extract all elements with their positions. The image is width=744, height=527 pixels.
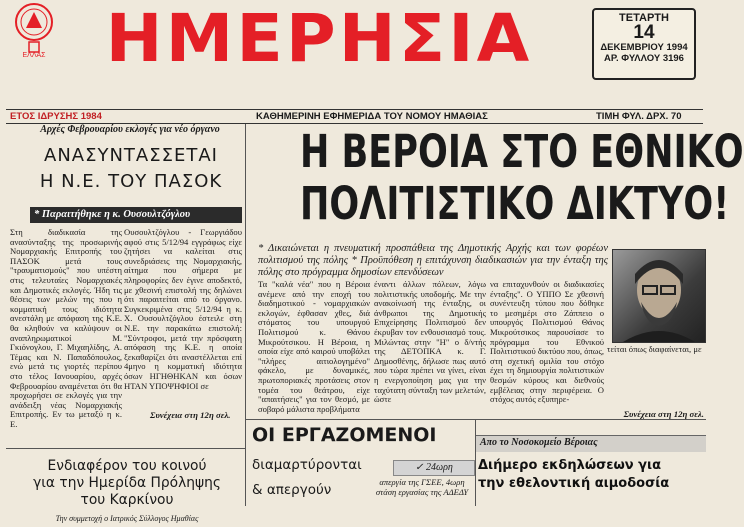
portrait-icon bbox=[613, 250, 705, 342]
masthead-info-bar bbox=[6, 109, 703, 124]
workers-body: απεργία της ΓΣΕΕ, 4ωρη στάση εργασίας της ΑΔΕΔΥ bbox=[375, 477, 469, 497]
newspaper-title: ΗΜΕΡΗΣΙΑ bbox=[105, 0, 533, 77]
main-story-column-2: έναντι άλλων πόλεων, λόγω πολιτιστικής υποδομής. Με την ανακοίνωσή της ένταξης, οι άνθρωποι της Δημοτικής Επιχείρησης Πολιτισμού δεν έκρυβαν τον ενθουσιασμό τους. Μιλώντας στην "Η" ο δ/ντής της ΔΕΤΟΠΚΑ κ. Γ. Δημοσθένης, δήλωσε πως αυτό που τώρα πρέπει να γίνει, είναι η ενεργοποίηση μας για την ταχύτατη σύνταξη των μελετών, ώστε bbox=[374, 279, 486, 405]
left-story-column-1 bbox=[10, 227, 122, 429]
left-story-col1-text: Στη διαδικασία της ανασύνταξης της προσωρινής Νομαρχιακής Επιτροπής του ΠΑΣΟΚ μετά τους "τραυματισμούς" που υπέστη στις τελευταίες Νομαρχιακές και Δημοτικές εκλογές. Ήδη τις θέσεις των μελών της που η κομματική τους ιδιότητα ανεστάλη με απόφαση της Κ.Ε. θα κληθούν να καλύψουν οι αναπληρωματικοί Μ. Γκιόνογλου, Γ. Μιχαηλίδης, Α. Τέμας και Ν. Παπαδόπουλος, ενώ μετά τις γιορτές περίπου στο τέλος Ιανουαρίου, αρχές Φεβρουαρίου αναμένεται ότι θα προχωρήσει σε εκλογές για την ανάδειξη νέας Νομαρχιακής Επιτροπής. bbox=[10, 227, 122, 420]
section-divider-left bbox=[6, 448, 246, 449]
section-divider bbox=[246, 419, 706, 420]
hospital-headline bbox=[478, 457, 706, 493]
tagline: ΚΑΘΗΜΕΡΙΝΗ ΕΦΗΜΕΡΙΔΑ ΤΟΥ ΝΟΜΟΥ ΗΜΑΘΙΑΣ bbox=[256, 111, 488, 122]
hospital-kicker: Απο το Νοσοκομείο Βέροιας bbox=[480, 437, 598, 448]
date-box bbox=[592, 8, 696, 80]
minister-photo bbox=[612, 249, 706, 343]
issue-date-number: 14 bbox=[633, 22, 655, 43]
issue-number: ΑΡ. ΦΥΛΛΟΥ 3196 bbox=[604, 53, 684, 64]
logo-text: ΕΛΛΑΣ bbox=[22, 52, 46, 59]
left-story-headline-line1: ΑΝΑΣΥΝΤΑΣΣΕΤΑΙ bbox=[44, 145, 218, 166]
main-story-column-4: τείται όπως διαφαίνεται, με bbox=[607, 344, 702, 354]
main-headline-line1: Η ΒΕΡΟΙΑ ΣΤΟ ΕΘΝΙΚΟ bbox=[299, 125, 744, 178]
workers-headline: ΟΙ ΕΡΓΑΖΟΜΕΝΟΙ bbox=[252, 424, 437, 446]
left-story-headline-line2: Η Ν.Ε. ΤΟΥ ΠΑΣΟΚ bbox=[39, 171, 223, 192]
left-story-column-2 bbox=[124, 228, 242, 418]
bottom-left-headline-line2: για την Ημερίδα Πρόληψης bbox=[33, 475, 221, 491]
price: ΤΙΜΗ ΦΥΛ. ΔΡΧ. 70 bbox=[596, 111, 682, 122]
bottom-left-story bbox=[10, 458, 244, 527]
strike-tag: ✓ 24ωρη bbox=[393, 460, 475, 476]
column-divider-bottom bbox=[475, 420, 476, 506]
main-story-column-1: Τα "καλά νέα" που η Βέροια ανέμενε από την εποχή του διαδημοτικού - νομαρχιακών εκλογών, έφθασαν χθες, διά στόματος του υπουργού Πολιτισμού κ. Θάνου Μικρούτσικου. Η Βέροια, η οποία είχε από καιρού υποβάλει "πλήρες αιτιολογημένο" φάκελο, με δυναμικές, πρωτοποριακές προτάσεις στον τομέα του θεάτρου, είχε "απαιτήσεις" για τον θεσμό, με σοβαρό μάλιστα προβλήματα bbox=[258, 279, 370, 414]
workers-subhead-line1: διαμαρτύρονται bbox=[252, 457, 362, 473]
bottom-left-headline-line1: Ενδιαφέρον του κοινού bbox=[47, 458, 207, 474]
issue-day: ΤΕΤΑΡΤΗ bbox=[619, 12, 669, 24]
main-headline-line2: ΠΟΛΙΤΙΣΤΙΚΟ ΔΙΚΤΥΟ! bbox=[299, 177, 730, 230]
bottom-left-fragment: Την συμμετοχή ο Ιατρικός Σύλλογος Ημαθίας bbox=[55, 514, 199, 523]
main-story-column-3: να επιταχυνθούν οι διαδικασίες ένταξης". Ο ΥΠΠΟ Σε χθεσινή συνέντευξη τύπου που δόθηκε το μεσημέρι στο Ζάππειο ο υπουργός Πολιτισμού Θάνος Μικρούτσικος παρουσίασε το πρόγραμμα του Εθνικού Πολιτιστικού δικτύου που, όπως, στη σχετική ομιλία του στόχο έχει τη δημιουργία πολιτιστικών θεσμών κύρους και διεθνούς εμβέλειας στην περιφέρεια. Ο στόχος αυτός εξυπηρε- bbox=[490, 279, 605, 405]
left-story-subhead: * Παραιτήθηκε η κ. Ουσουλτζόγλου bbox=[30, 207, 242, 223]
left-story-col1-end: Εν τω μεταξύ η κ. Ε. bbox=[10, 409, 122, 429]
issue-month-year: ΔΕΚΕΜΒΡΙΟΥ 1994 bbox=[600, 42, 688, 53]
bottom-left-headline-line3: του Καρκίνου bbox=[80, 492, 174, 508]
main-story-continued[interactable]: Συνέχεια στη 12η σελ. bbox=[623, 409, 704, 419]
main-story-deck: * Δικαιώνεται η πνευματική προσπάθεια της Δημοτικής Αρχής και των φορέων πολιτισμού της πόλης * Προϋπόθεση η επιτάχυνση διαδικασιών για την ένταξη της πόλης στο πρόγραμμα δημοσίων επενδύσεων bbox=[258, 243, 608, 278]
left-story-continued[interactable]: Συνέχεια στη 12η σελ. bbox=[150, 410, 231, 420]
left-story-kicker: Αρχές Φεβρουαρίου εκλογές για νέο όργανο bbox=[40, 124, 220, 135]
newspaper-logo bbox=[14, 2, 54, 60]
founded-year: ΕΤΟΣ ΙΔΡΥΣΗΣ 1984 bbox=[10, 111, 102, 122]
left-story-col2-text: Ουσουλτζόγλου - Γεωργιάδου αφού στις 5/12/94 εγγράφως είχε ζητήσει να καλείται στις συνεδριάσεις της Νομαρχιακής, αίτημα που σήμερα με πληροφορίες δεν έγινε αποδεκτό, με χθεσινή επιστολή της δηλώνει ότι παραιτείται από το όργανο. Συγκεκριμένα στις 5/12/94 η κ. Χ. Ουσουλτζόγλου έστειλε στη Ν.Ε. την παρακάτω επιστολή: "Σύντροφοι, μετά την πρόσφατη απόφαση της Κ.Ε. η οποία ξεκαθαρίζει ότι αναστέλλεται επί 4μηνο η κομματική ιδιότητα όσων ΗΓΗΘΗΚΑΝ και όσων ΗΤΑΝ ΥΠΟΨΗΦΙΟΙ σε bbox=[124, 227, 242, 391]
workers-subhead-line2: & απεργούν bbox=[252, 482, 332, 498]
hospital-headline-line2: την εθελοντική αιμοδοσία bbox=[478, 476, 670, 491]
hospital-headline-line1: Διήμερο εκδηλώσεων για bbox=[478, 458, 662, 473]
